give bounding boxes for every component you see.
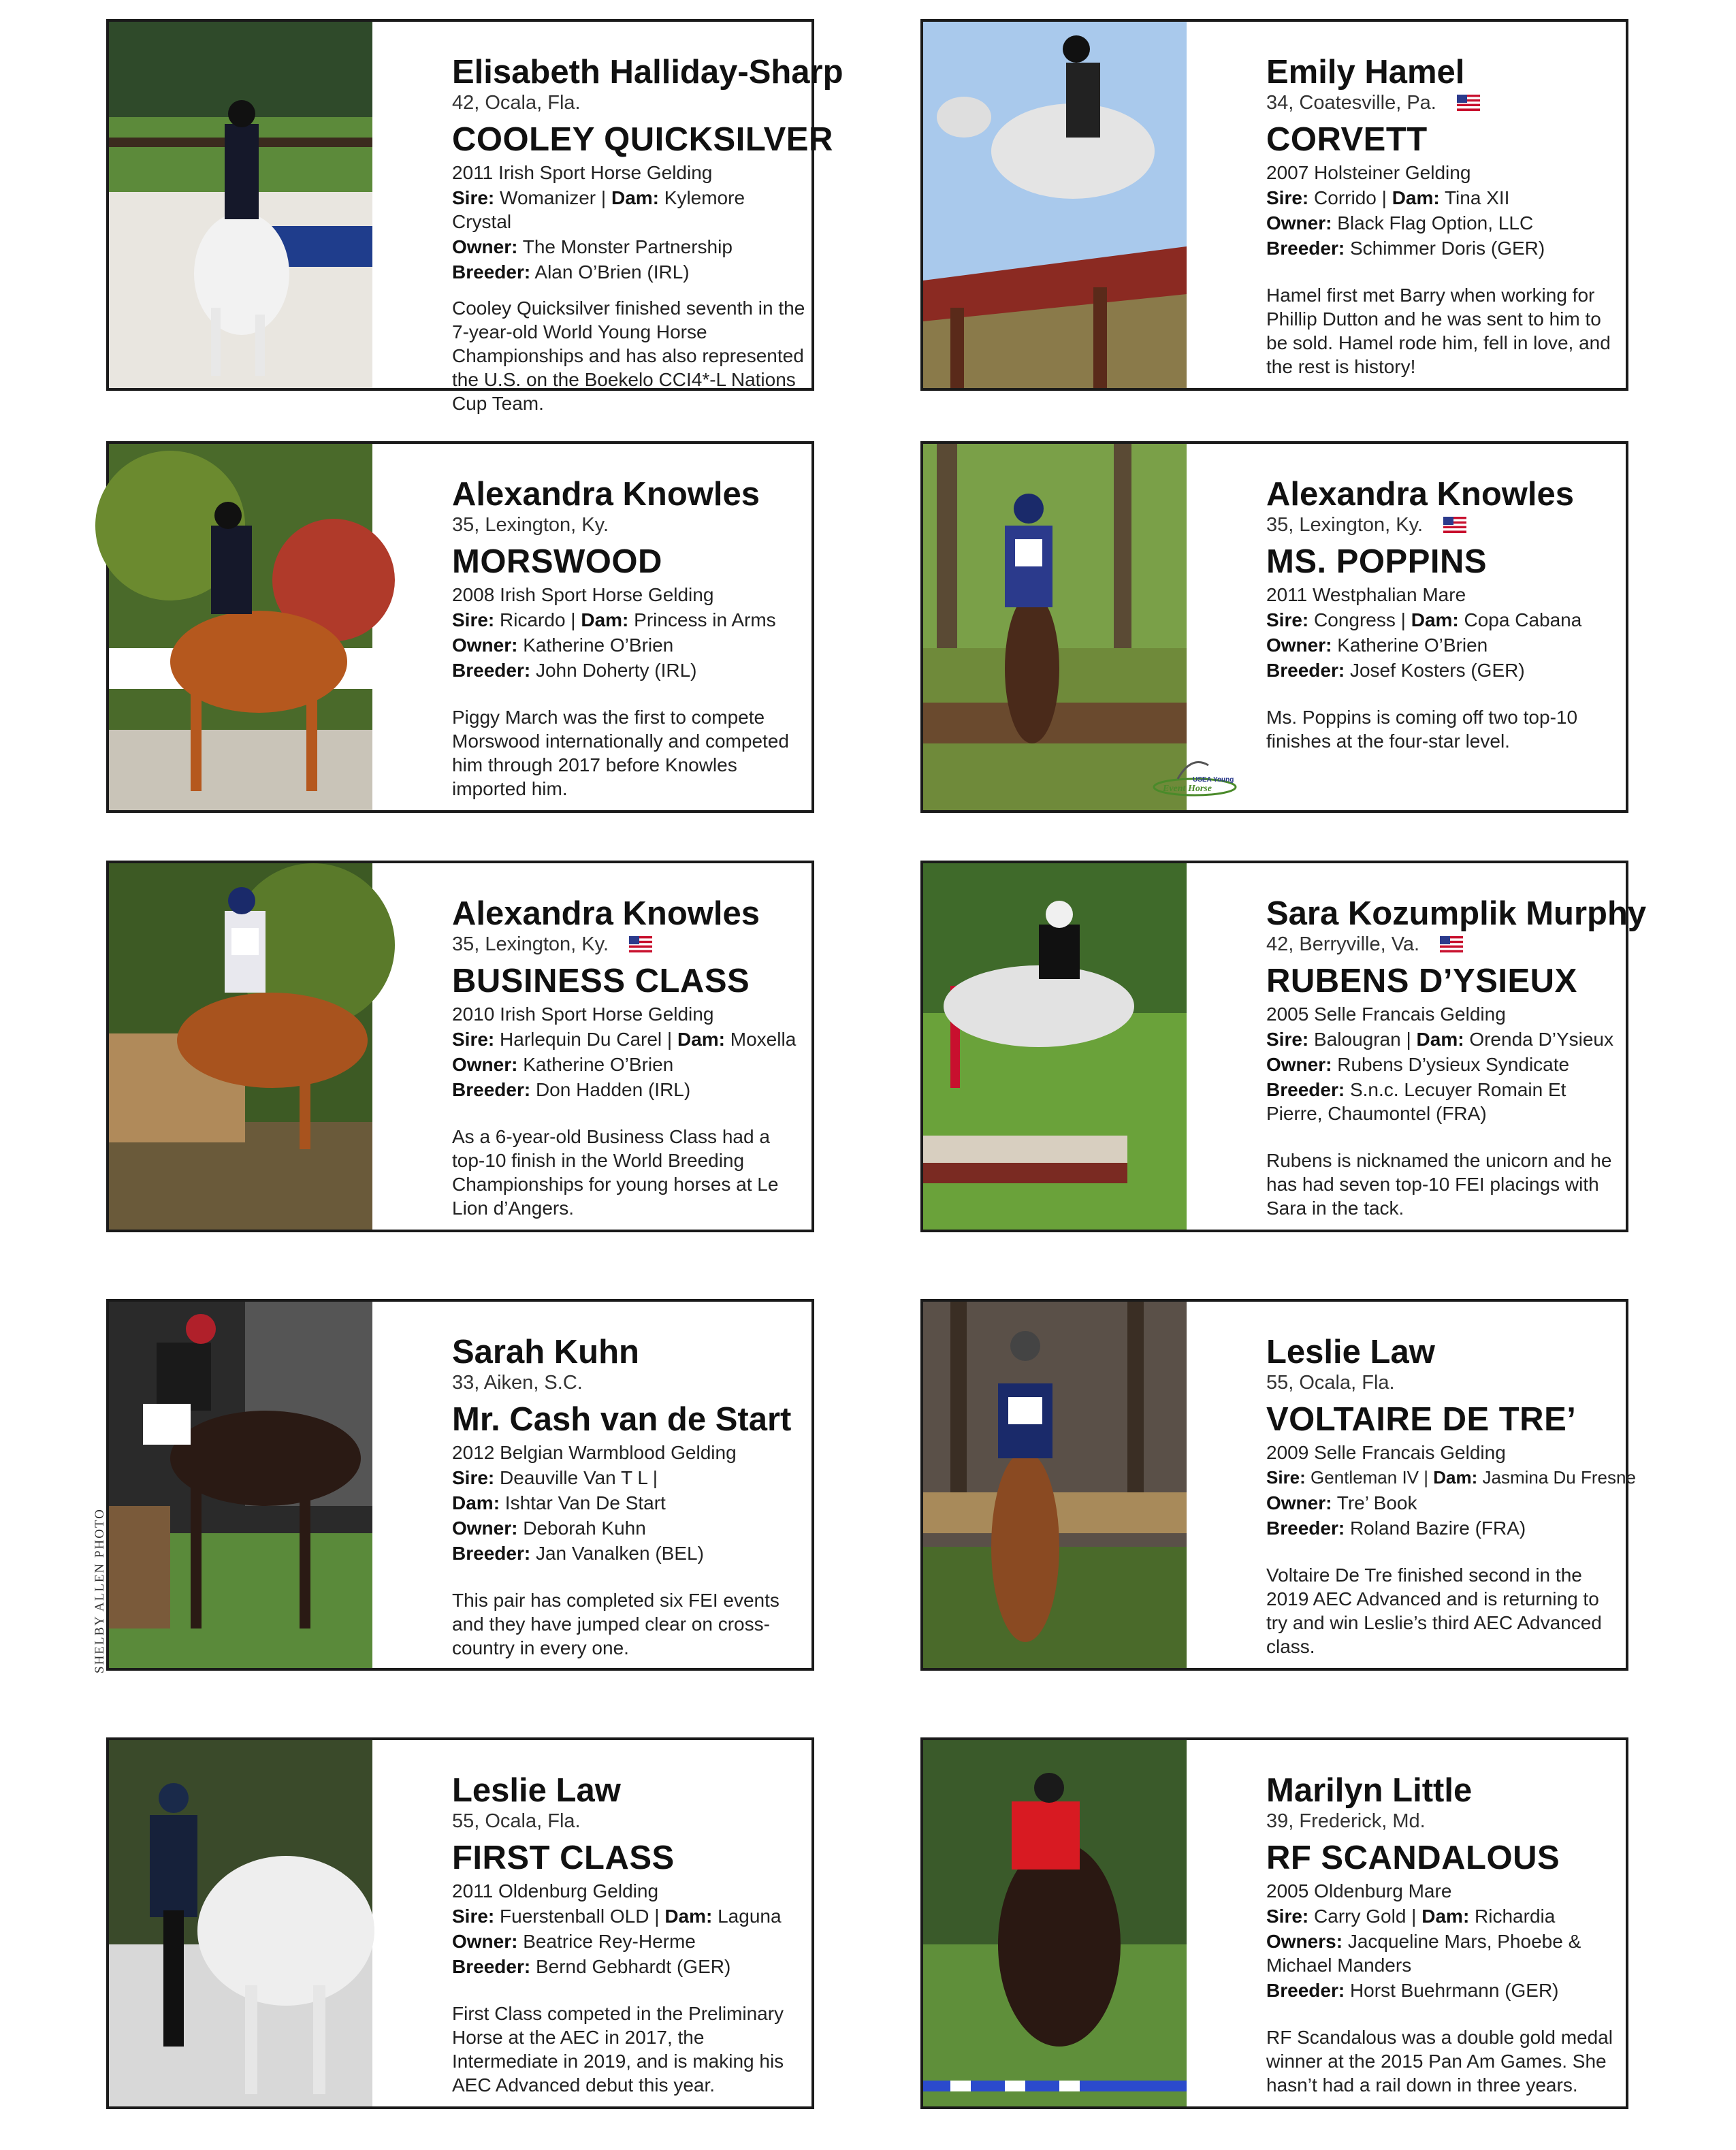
sire-label: Sire: [452,187,495,208]
us-flag-icon [1440,936,1463,952]
horse-photo [923,863,1187,1230]
pedigree: Sire: Gentleman IV | Dam: Jasmina Du Fresne [1266,1467,1636,1488]
pedigree: Sire: Carry Gold | Dam: Richardia [1266,1906,1556,1927]
owner-label: Owner: [1266,212,1332,234]
horse-name: VOLTAIRE DE TRE’ [1266,1401,1577,1438]
dam: Jasmina Du Fresne [1482,1467,1636,1488]
breeder-label: Breeder: [452,1079,531,1100]
breeder-label: Breeder: [452,1543,531,1564]
sire: Harlequin Du Carel [500,1029,662,1050]
owner-line [452,1516,807,1540]
description: RF Scandalous was a double gold medal winner at the 2015 Pan Am Games. She hasn’t had a rail down in three years. [1266,2027,1613,2096]
rider-location [452,1371,807,1394]
rider-location [1266,933,1622,956]
rider-name: Emily Hamel [1266,54,1465,91]
entry-card [106,861,814,1232]
horse-name: MS. POPPINS [1266,543,1488,580]
breeder-label: Breeder: [1266,238,1345,259]
dam: Princess in Arms [634,609,776,630]
horse-name: BUSINESS CLASS [452,963,750,999]
rider-location [452,91,807,114]
dam-label: Dam: [664,1906,713,1927]
owner-label: Owner: [1266,1054,1332,1075]
breeder: John Doherty (IRL) [535,660,697,681]
owner-label: Owner: [452,236,518,257]
owner-label: Owners: [1266,1931,1343,1952]
dam: Moxella [730,1029,797,1050]
owner: The Monster Partnership [522,236,733,257]
breeder-line [1266,1978,1622,2002]
breed: 2009 Selle Francais Gelding [1266,1442,1506,1463]
description: Hamel first met Barry when working for Phillip Dutton and he was sent to him to be sold. Hamel rode him, fell in love, and the rest is history! [1266,285,1611,377]
horse-photo [923,22,1187,388]
description: First Class competed in the Preliminary Horse at the AEC in 2017, the Intermediate in 2019, and is making his AEC Advanced debut this year. [452,2003,784,2096]
entry-card [920,441,1628,813]
photo-credit: SHELBY ALLEN PHOTO [93,1508,107,1673]
rider-name: Alexandra Knowles [1266,476,1575,513]
owner-line [452,1929,807,1953]
entry-info [452,1771,807,2097]
breeder: Horst Buehrmann (GER) [1349,1980,1559,2001]
rider-location [452,933,807,956]
breeder-label: Breeder: [1266,1079,1345,1100]
owner-line [1266,1491,1622,1515]
rider-name: Leslie Law [452,1772,621,1809]
owner-line [1266,1053,1622,1076]
breed: 2008 Irish Sport Horse Gelding [452,584,714,605]
entry-card [106,19,843,414]
breeder: Alan O’Brien (IRL) [534,261,690,283]
usea-young-event-horse-logo [1151,752,1239,798]
horse-name: COOLEY QUICKSILVER [452,121,833,158]
owner-label: Owner: [452,1518,518,1539]
horse-photo [109,1740,372,2106]
rider-name: Sarah Kuhn [452,1334,639,1370]
entry-card [106,441,814,813]
owner-line [1266,633,1622,657]
owner: Jacqueline Mars, Phoebe & Michael Manders [1266,1931,1581,1976]
breed: 2012 Belgian Warmblood Gelding [452,1442,737,1463]
entry-info [1266,895,1647,1220]
breeder-label: Breeder: [452,1956,531,1977]
breeder: Josef Kosters (GER) [1349,660,1525,681]
owner: Katherine O’Brien [523,1054,674,1075]
owner-line [452,235,807,259]
sire-label: Sire: [452,1906,495,1927]
breeder-line [452,260,807,284]
location-text: 55, Ocala, Fla. [452,1810,581,1832]
sire: Ricardo [500,609,566,630]
horse-name: RUBENS D’YSIEUX [1266,963,1577,999]
description: Ms. Poppins is coming off two top-10 finishes at the four-star level. [1266,707,1578,752]
breeder-label: Breeder: [1266,1518,1345,1539]
dam-label: Dam: [1433,1467,1478,1488]
description: As a 6-year-old Business Class had a top-10 finish in the World Breeding Championships for young horses at Le Lion d’Angers. [452,1126,779,1219]
entry-info [1266,53,1622,379]
sire: Fuerstenball OLD [500,1906,649,1927]
horse-photo [109,1302,372,1668]
pedigree: Sire: Harlequin Du Carel | Dam: Moxella [452,1029,797,1050]
entry-card [106,1737,814,2109]
horse-photo [109,863,372,1230]
sire-label: Sire: [1266,1906,1309,1927]
pedigree: Sire: Womanizer | Dam: Kylemore Crystal [452,187,745,232]
breeder-label: Breeder: [1266,1980,1345,2001]
rider-name: Leslie Law [1266,1334,1435,1370]
location-text: 35, Lexington, Ky. [1266,514,1424,536]
horse-name: Mr. Cash van de Start [452,1401,792,1438]
rider-name: Alexandra Knowles [452,895,760,932]
breed: 2005 Oldenburg Mare [1266,1880,1452,1902]
rider-location [1266,91,1622,114]
owner-line [1266,211,1622,235]
sire-label: Sire: [452,609,495,630]
location-text: 35, Lexington, Ky. [452,514,609,536]
breeder: Bernd Gebhardt (GER) [535,1956,731,1977]
us-flag-icon [1443,517,1466,533]
breeder: Schimmer Doris (GER) [1349,238,1545,259]
location-text: 34, Coatesville, Pa. [1266,92,1436,114]
owner: Beatrice Rey-Herme [523,1931,696,1952]
dam-label: Dam: [611,187,659,208]
dam-label: Dam: [452,1492,500,1513]
description: This pair has completed six FEI events and they have jumped clear on cross-country in every one. [452,1590,779,1658]
entry-info [1266,1771,1622,2097]
owner: Katherine O’Brien [523,635,674,656]
pedigree: Sire: Corrido | Dam: Tina XII [1266,187,1510,208]
dam-label: Dam: [677,1029,725,1050]
breeder-line [1266,658,1622,682]
dam-label: Dam: [1411,609,1459,630]
sire: Gentleman IV [1311,1467,1419,1488]
entry-card [920,861,1647,1232]
entry-info [452,1333,807,1660]
entry-card [106,1299,814,1671]
dam: Ishtar Van De Start [504,1492,666,1513]
breeder: Don Hadden (IRL) [535,1079,691,1100]
rider-name: Marilyn Little [1266,1772,1473,1809]
rider-location [1266,513,1622,536]
owner-line [452,633,807,657]
sire-line [452,1466,807,1490]
owner-line [1266,1929,1622,1977]
pedigree: Sire: Fuerstenball OLD | Dam: Laguna [452,1906,782,1927]
sire: Balougran [1314,1029,1401,1050]
breeder-line [1266,1516,1622,1540]
breeder: Jan Vanalken (BEL) [535,1543,704,1564]
owner-label: Owner: [1266,1492,1332,1513]
sire: Deauville Van T L | [500,1467,658,1488]
owner: Black Flag Option, LLC [1337,212,1534,234]
description: Piggy March was the first to compete Morswood internationally and competed him through 2017 before Knowles imported him. [452,707,789,799]
sire-label: Sire: [1266,187,1309,208]
horse-photo [923,444,1187,810]
horse-photo [109,22,372,388]
pedigree: Sire: Ricardo | Dam: Princess in Arms [452,609,776,630]
rider-name: Sara Kozumplik Murphy [1266,895,1647,932]
entry-info [452,475,807,801]
dam: Laguna [718,1906,782,1927]
location-text: 55, Ocala, Fla. [1266,1372,1395,1394]
owner-line [452,1053,807,1076]
dam-label: Dam: [581,609,629,630]
rider-location [452,513,807,536]
description: Voltaire De Tre finished second in the 2019 AEC Advanced and is returning to try and win Leslie’s third AEC Advanced class. [1266,1565,1602,1657]
sire-label: Sire: [1266,609,1309,630]
breed: 2005 Selle Francais Gelding [1266,1004,1506,1025]
breed: 2011 Westphalian Mare [1266,584,1466,605]
dam-line [452,1491,807,1515]
description: Cooley Quicksilver finished seventh in the 7-year-old World Young Horse Championships and has also represented the U.S. on the Boekelo CCI4*-L Nations Cup Team. [452,298,805,414]
horse-name: FIRST CLASS [452,1840,675,1876]
horse-photo [923,1302,1187,1668]
breeder-line [452,658,807,682]
location-text: 39, Frederick, Md. [1266,1810,1426,1832]
logo-line-2: Event Horse [1163,784,1212,794]
sire: Womanizer [500,187,596,208]
breed: 2007 Holsteiner Gelding [1266,162,1471,183]
sire: Congress [1314,609,1396,630]
owner: Deborah Kuhn [523,1518,646,1539]
breeder-line [452,1541,807,1565]
breed: 2010 Irish Sport Horse Gelding [452,1004,714,1025]
horse-photo [109,444,372,810]
rider-name: Alexandra Knowles [452,476,760,513]
horse-name: CORVETT [1266,121,1428,158]
dam: Tina XII [1444,187,1510,208]
horse-photo [923,1740,1187,2106]
description: Rubens is nicknamed the unicorn and he has had seven top-10 FEI placings with Sara in the tack. [1266,1150,1612,1219]
location-text: 42, Berryville, Va. [1266,933,1420,955]
breeder-label: Breeder: [452,660,531,681]
owner-label: Owner: [452,635,518,656]
horse-name: RF SCANDALOUS [1266,1840,1560,1876]
pedigree: Sire: Balougran | Dam: Orenda D’Ysieux [1266,1029,1613,1050]
dam-label: Dam: [1416,1029,1464,1050]
breed: 2011 Oldenburg Gelding [452,1880,659,1902]
entry-card [920,1737,1628,2109]
dam-label: Dam: [1392,187,1440,208]
location-text: 33, Aiken, S.C. [452,1372,583,1394]
dam: Richardia [1475,1906,1556,1927]
location-text: 42, Ocala, Fla. [452,92,581,114]
entry-info [452,895,807,1220]
owner: Katherine O’Brien [1337,635,1488,656]
dam: Orenda D’Ysieux [1469,1029,1613,1050]
entry-info [1266,475,1622,753]
entry-info [452,53,843,415]
location-text: 35, Lexington, Ky. [452,933,609,955]
breeder-line [452,1955,807,1978]
breeder-label: Breeder: [1266,660,1345,681]
logo-line-1: USEA Young [1193,776,1234,784]
breeder: S.n.c. Lecuyer Romain Et Pierre, Chaumontel (FRA) [1266,1079,1566,1124]
rider-location [1266,1371,1622,1394]
rider-location [1266,1810,1622,1833]
dam-label: Dam: [1421,1906,1470,1927]
us-flag-icon [629,936,652,952]
us-flag-icon [1457,95,1480,111]
owner: Rubens D’ysieux Syndicate [1337,1054,1570,1075]
sire-label: Sire: [452,1029,495,1050]
sire-label: Sire: [1266,1029,1309,1050]
owner-label: Owner: [452,1054,518,1075]
horse-name: MORSWOOD [452,543,662,580]
breeder-line [1266,236,1622,260]
dam: Kylemore Crystal [452,187,745,232]
breeder: Roland Bazire (FRA) [1349,1518,1526,1539]
breeder-line [452,1078,807,1102]
entry-info [1266,1333,1636,1658]
breeder-line [1266,1078,1622,1125]
pedigree: Sire: Congress | Dam: Copa Cabana [1266,609,1582,630]
entry-card [920,19,1628,391]
entry-card [920,1299,1636,1671]
owner-label: Owner: [1266,635,1332,656]
owner: Tre’ Book [1336,1492,1417,1513]
breeder-label: Breeder: [452,261,531,283]
sire-label: Sire: [1266,1467,1306,1488]
dam: Copa Cabana [1464,609,1582,630]
owner-label: Owner: [452,1931,518,1952]
sire-label: Sire: [452,1467,495,1488]
sire: Carry Gold [1314,1906,1407,1927]
rider-location [452,1810,807,1833]
breed: 2011 Irish Sport Horse Gelding [452,162,713,183]
rider-name: Elisabeth Halliday-Sharp [452,54,843,91]
sire: Corrido [1314,187,1377,208]
